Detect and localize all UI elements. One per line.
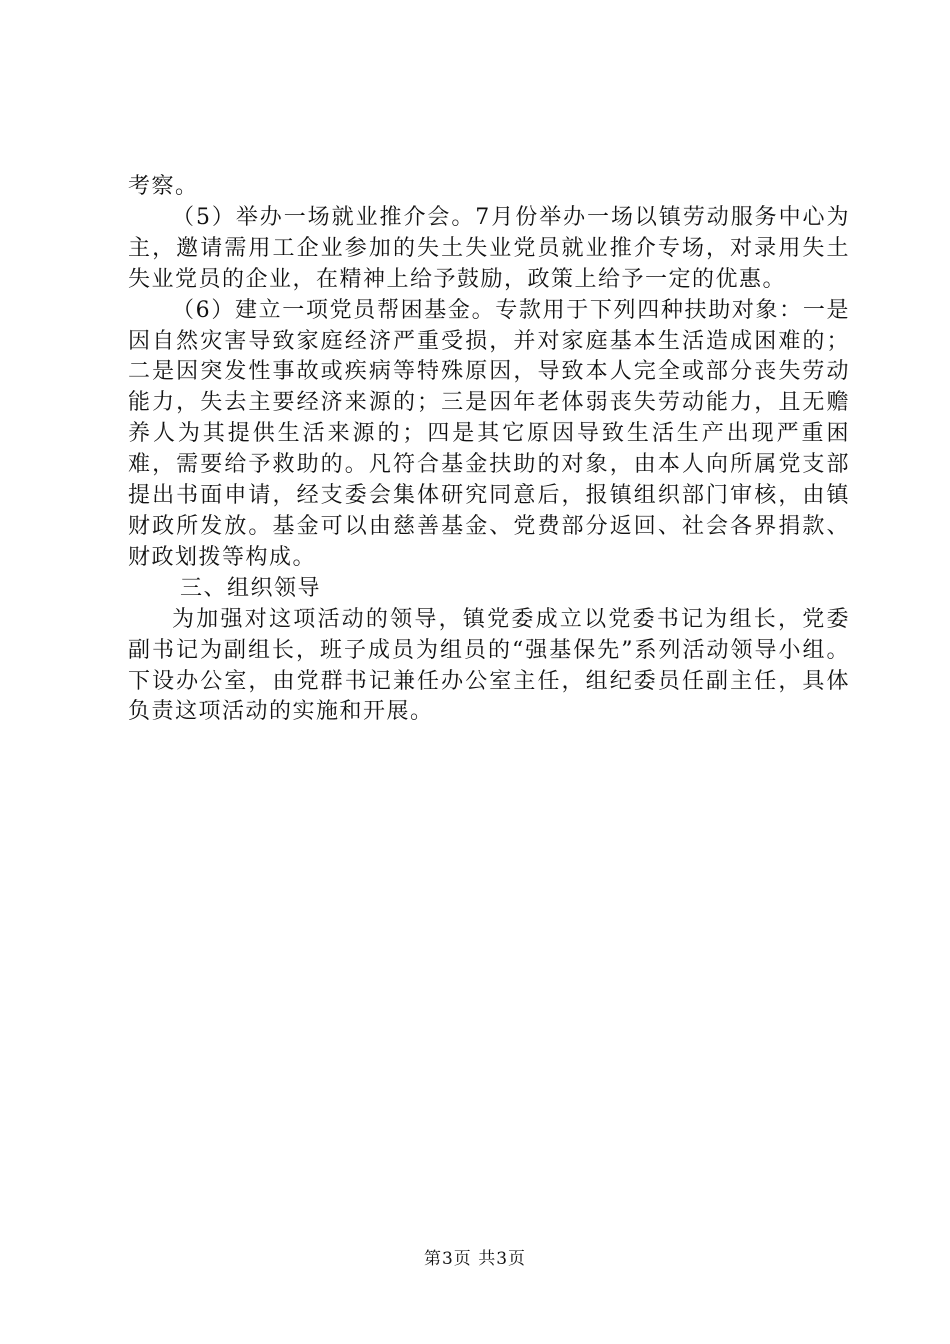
paragraph-item-5: （5）举办一场就业推介会。7月份举办一场以镇劳动服务中心为主，邀请需用工企业参加的失土失业党员就业推介专场，对录用失土失业党员的企业，在精神上给予鼓励，政策上给予一定的优惠。 [128,204,850,292]
paragraph-item-6: （6）建立一项党员帮困基金。专款用于下列四种扶助对象：一是因自然灾害导致家庭经济严重受损，并对家庭基本生活造成困难的；二是因突发性事故或疾病等特殊原因，导致本人完全或部分丧失劳动能力，失去主要经济来源的；三是因年老体弱丧失劳动能力，且无赡养人为其提供生活来源的；四是其它原因导致生活生产出现严重困难，需要给予救助的。凡符合基金扶助的对象，由本人向所属党支部提出书面申请，经支委会集体研究同意后，报镇组织部门审核，由镇财政所发放。基金可以由慈善基金、党费部分返回、社会各界捐款、财政划拨等构成。 [128,297,850,570]
page-footer: 第3页 共3页 [423,1249,527,1269]
paragraph-leadership: 为加强对这项活动的领导，镇党委成立以党委书记为组长，党委副书记为副组长，班子成员为组员的“强基保先”系列活动领导小组。下设办公室，由党群书记兼任办公室主任，组纪委员任副主任，具体负责这项活动的实施和开展。 [128,606,850,725]
document-body [128,172,850,728]
section-heading: 三、组织领导 [180,575,322,601]
paragraph-continuation: 考察。 [128,174,199,199]
